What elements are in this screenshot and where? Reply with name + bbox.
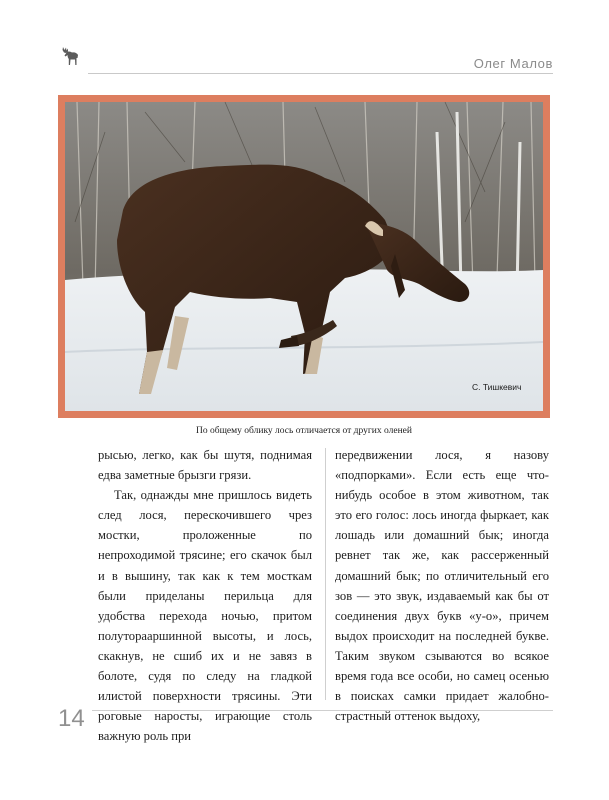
paragraph: Так, однажды мне пришлось видеть след лося, перескочившего чрез мостки, проложенные по непроходимой трясине; его скачок был и в вышину, так как к тем мосткам были приделаны перильца для удобства перехода ночью, притом полуторааршинной высоты, и лось, скакнув, не сшиб их и не завяз в болоте, судя по следу на гладкой илистой поверхности трясины. Эти роговые наросты, играющие столь важную роль при	[98, 488, 312, 744]
photo-credit: С. Тишкевич	[472, 382, 522, 392]
moose-walking-in-snow-photo	[65, 102, 543, 411]
text-column-right	[335, 445, 549, 726]
column-divider	[325, 448, 326, 700]
paragraph: рысью, легко, как бы шутя, поднимая едва заметные брызги грязи.	[98, 448, 312, 483]
header-author: Олег Малов	[473, 56, 553, 71]
page-number: 14	[58, 705, 85, 732]
moose-silhouette-icon	[58, 44, 82, 68]
photo-frame	[58, 95, 550, 418]
header-divider	[88, 73, 553, 74]
text-column-left	[98, 445, 312, 746]
figure-caption: По общему облику лось отличается от других оленей	[196, 426, 412, 436]
paragraph: передвижении лося, я назову «подпорками». Если есть еще что-нибудь особое в этом животном, так это его голос: лось иногда фыркает, как лошадь или домашний бык; иногда ревнет так же, как рассерженный домашний бык; по отличительный его зов — это звук, издаваемый как бы от соединения двух букв «у-о», причем выдох происходит на последней букве. Таким звуком сзываются во всякое время года все особи, но самец осенью в поисках самки придает жалобно-страстный оттенок выдоху,	[335, 448, 549, 724]
footer-divider	[92, 710, 553, 711]
